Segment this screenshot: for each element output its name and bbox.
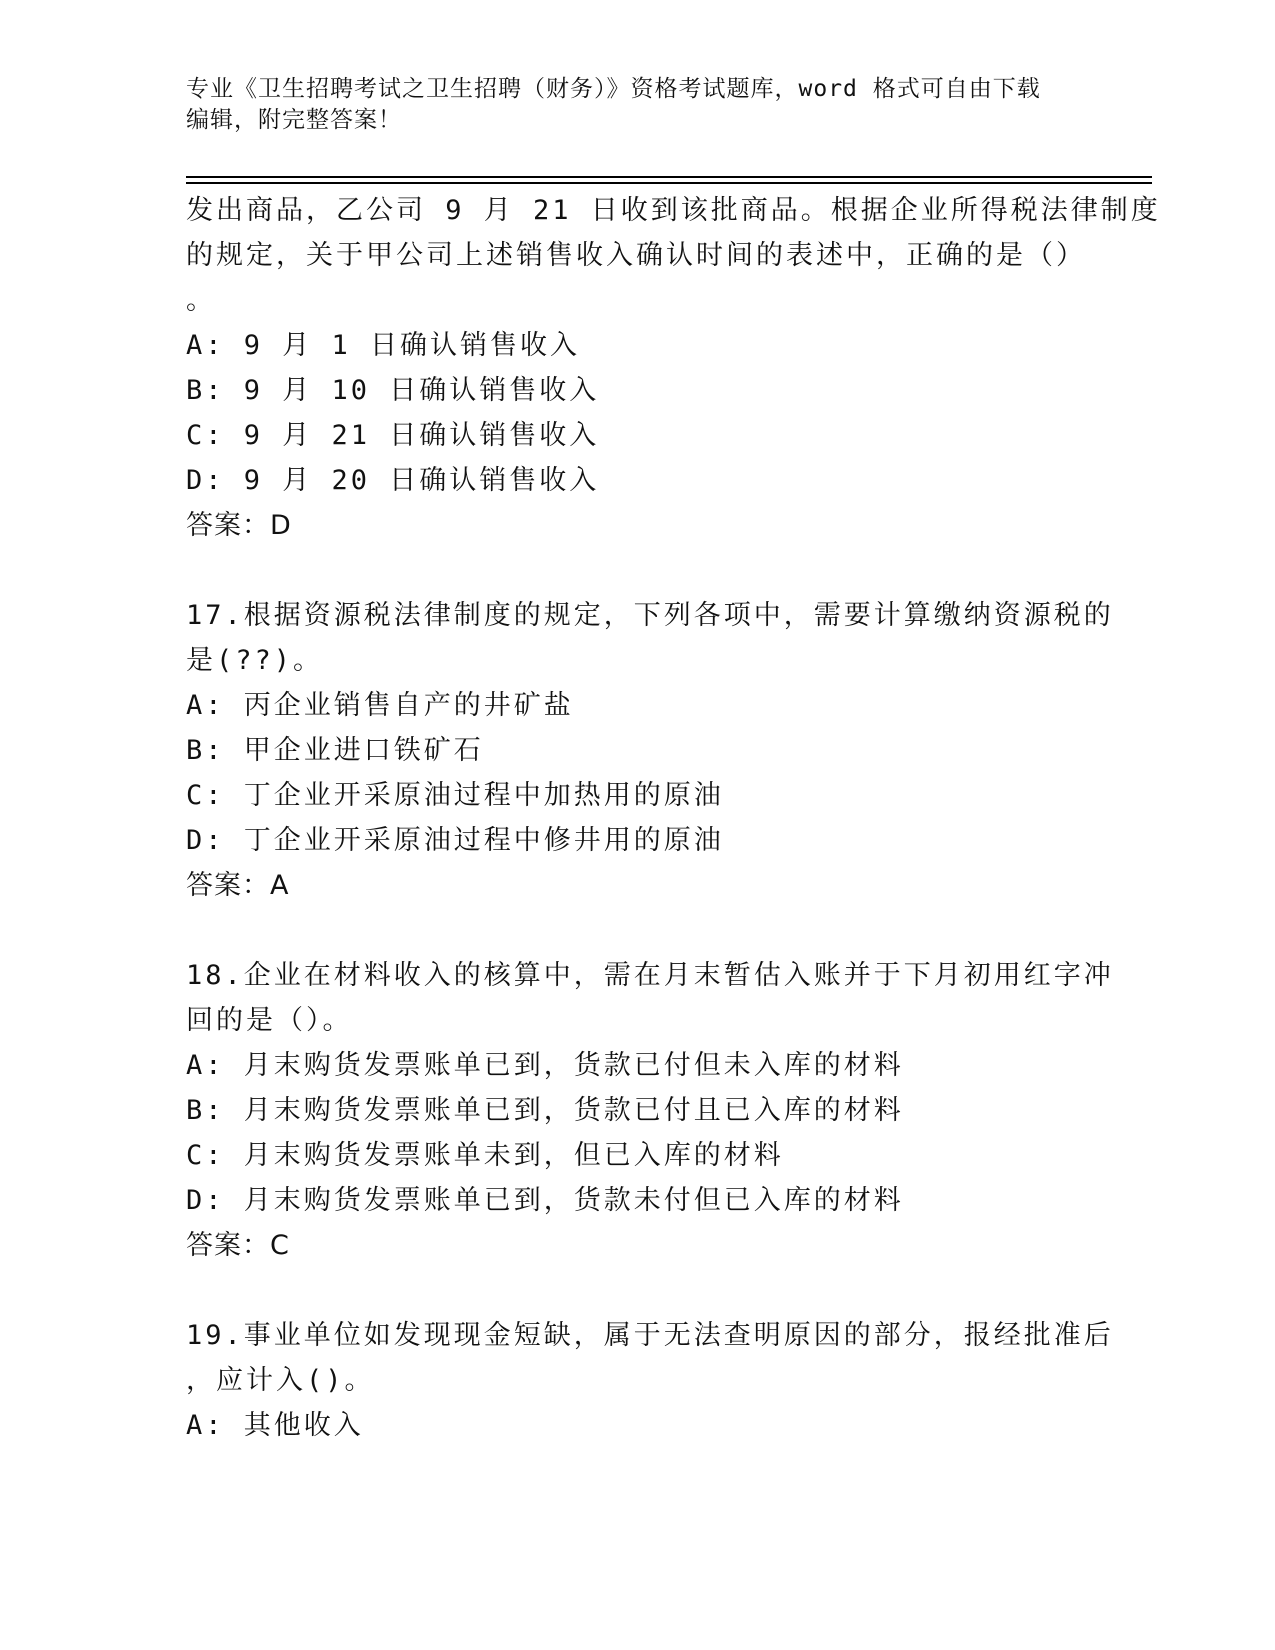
option-c: C: 9 月 21 日确认销售收入 [186, 420, 600, 451]
question-spacer [186, 1268, 1086, 1313]
option-b: B: 月末购货发票账单已到，货款已付且已入库的材料 [186, 1095, 904, 1126]
option-d: D: 月末购货发票账单已到，货款未付但已入库的材料 [186, 1185, 904, 1216]
option-b: B: 甲企业进口铁矿石 [186, 735, 484, 766]
question-content [186, 188, 1161, 1448]
option-a: A: 月末购货发票账单已到，货款已付但未入库的材料 [186, 1050, 904, 1081]
question-text-line: 。 [186, 285, 216, 316]
answer-line: 答案：C [186, 1230, 290, 1261]
question-text-line: 发出商品，乙公司 9 月 21 日收到该批商品。根据企业所得税法律制度 [186, 195, 1161, 226]
question-spacer [186, 908, 1086, 953]
header-line-2: 编辑，附完整答案！ [186, 107, 402, 133]
answer-line: 答案：A [186, 870, 290, 901]
question-text-line: 回的是（）。 [186, 1005, 353, 1036]
question-18 [186, 953, 1114, 1268]
question-text-line: 18.企业在材料收入的核算中，需在月末暂估入账并于下月初用红字冲 [186, 960, 1114, 991]
option-c: C: 月末购货发票账单未到，但已入库的材料 [186, 1140, 784, 1171]
option-d: D: 9 月 20 日确认销售收入 [186, 465, 600, 496]
question-spacer [186, 548, 1086, 593]
option-a: A: 9 月 1 日确认销售收入 [186, 330, 581, 361]
question-text-line: ，应计入()。 [186, 1365, 375, 1396]
question-16 [186, 188, 1161, 548]
option-d: D: 丁企业开采原油过程中修井用的原油 [186, 825, 724, 856]
question-19 [186, 1313, 1114, 1448]
option-a: A: 丙企业销售自产的井矿盐 [186, 690, 574, 721]
option-a: A: 其他收入 [186, 1410, 364, 1441]
header-line-1: 专业《卫生招聘考试之卫生招聘（财务）》资格考试题库，word 格式可自由下载 [186, 76, 1041, 102]
option-b: B: 9 月 10 日确认销售收入 [186, 375, 600, 406]
option-c: C: 丁企业开采原油过程中加热用的原油 [186, 780, 724, 811]
question-text-line: 17.根据资源税法律制度的规定，下列各项中，需要计算缴纳资源税的 [186, 600, 1114, 631]
header-divider-top [186, 176, 1152, 178]
page-header [186, 74, 1086, 136]
question-text-line: 是(??)。 [186, 645, 324, 676]
question-17 [186, 593, 1114, 908]
question-text-line: 的规定，关于甲公司上述销售收入确认时间的表述中，正确的是（） [186, 240, 1086, 271]
answer-line: 答案：D [186, 510, 292, 541]
header-divider-bottom [186, 182, 1152, 184]
question-text-line: 19.事业单位如发现现金短缺，属于无法查明原因的部分，报经批准后 [186, 1320, 1114, 1351]
